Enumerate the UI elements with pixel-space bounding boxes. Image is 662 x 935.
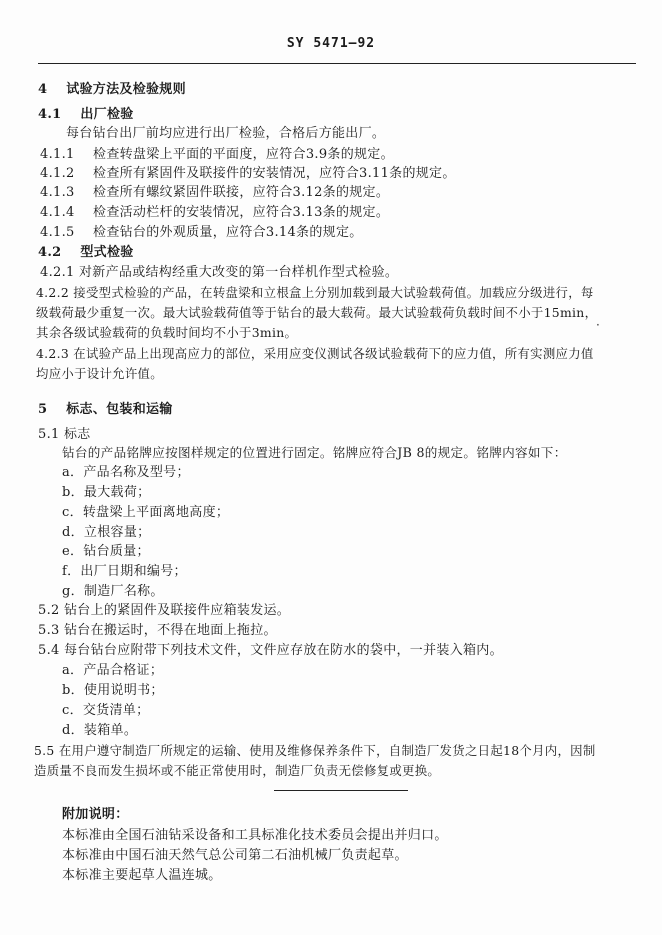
nameplate-item-d: d．立根容量； (62, 525, 151, 540)
appendix-title: 附加说明： (62, 807, 129, 822)
section-4-2-3-line-1: 4.2.3 在试验产品上出现高应力的部位，采用应变仪测试各级试验载荷下的应力值，所有实测应力值 (36, 346, 594, 361)
document-item-d: d．装箱单。 (62, 723, 138, 738)
section-5-heading (38, 402, 173, 418)
nameplate-item-b: b．最大载荷； (62, 485, 151, 500)
nameplate-item-g: g．制造厂名称。 (62, 584, 164, 599)
document-item-a: a．产品合格证； (62, 663, 164, 678)
section-4-heading (38, 82, 186, 98)
section-4-2-title: 型式检验 (80, 245, 134, 260)
appendix-line-3: 本标准主要起草人温连城。 (62, 868, 222, 883)
section-5-4: 5.4 每台钻台应附带下列技术文件，文件应存放在防水的袋中，一并装入箱内。 (38, 643, 503, 658)
page-header: SY 5471—92 (286, 36, 376, 51)
section-4-title: 试验方法及检验规则 (66, 82, 186, 97)
item-number: 4.1.2 (40, 166, 75, 181)
item-text: 检查所有螺纹紧固件联接，应符合3.12条的规定。 (93, 185, 390, 200)
document-item-b: b．使用说明书； (62, 683, 164, 698)
item-text: 检查钻台的外观质量，应符合3.14条的规定。 (93, 225, 363, 240)
list-item-4-1-3 (40, 185, 389, 201)
section-5-5-line-1: 5.5 在用户遵守制造厂所规定的运输、使用及维修保养条件下，自制造厂发货之日起18个月内，因制 (34, 743, 596, 758)
item-number: 4.1.1 (40, 147, 75, 162)
section-5-1: 5.1 标志 (38, 427, 91, 442)
section-4-number: 4 (38, 82, 48, 97)
section-4-2-3-line-2: 均应小于设计允许值。 (36, 366, 163, 381)
section-5-2: 5.2 钻台上的紧固件及联接件应箱装发运。 (38, 603, 291, 618)
nameplate-item-e: e．钻台质量； (62, 544, 150, 559)
list-item-4-1-5 (40, 225, 363, 241)
section-4-2-2-line-2: 级载荷最少重复一次。最大试验载荷值等于钻台的最大载荷。最大试验载荷负载时间不小于15min， (36, 305, 598, 320)
nameplate-item-f: f．出厂日期和编号； (62, 564, 187, 579)
header-rule (38, 63, 636, 64)
section-4-2-2-line-3: 其余各级试验载荷的负载时间均不小于3min。 (36, 325, 298, 340)
appendix-line-1: 本标准由全国石油钻采设备和工具标准化技术委员会提出并归口。 (62, 828, 448, 843)
section-4-2-1: 4.2.1 对新产品或结构经重大改变的第一台样机作型式检验。 (40, 265, 399, 280)
document-item-c: c．交货清单； (62, 703, 150, 718)
item-text: 检查转盘梁上平面的平面度，应符合3.9条的规定。 (93, 147, 394, 162)
item-number: 4.1.5 (40, 225, 75, 240)
nameplate-item-a: a．产品名称及型号； (62, 465, 190, 480)
item-number: 4.1.4 (40, 205, 75, 220)
section-4-1-title: 出厂检验 (80, 107, 134, 122)
appendix-line-2: 本标准由中国石油天然气总公司第二石油机械厂负责起草。 (62, 848, 408, 863)
margin-mark: · (596, 318, 600, 332)
list-item-4-1-1 (40, 147, 394, 163)
item-text: 检查所有紧固件及联接件的安装情况，应符合3.11条的规定。 (93, 166, 456, 181)
end-rule (274, 790, 408, 791)
section-5-5-line-2: 造质量不良而发生损坏或不能正常使用时，制造厂负责无偿修复或更换。 (34, 763, 441, 778)
list-item-4-1-2 (40, 166, 456, 182)
item-number: 4.1.3 (40, 185, 75, 200)
item-text: 检查活动栏杆的安装情况，应符合3.13条的规定。 (93, 205, 390, 220)
section-4-2-2-line-1: 4.2.2 接受型式检验的产品，在转盘梁和立根盒上分别加载到最大试验载荷值。加载应分级进行，每 (36, 285, 594, 300)
section-4-2-heading (38, 245, 134, 261)
section-5-1-text: 钻台的产品铭牌应按图样规定的位置进行固定。铭牌应符合JB 8的规定。铭牌内容如下： (62, 445, 567, 460)
section-4-2-number: 4.2 (38, 245, 62, 260)
nameplate-item-c: c．转盘梁上平面离地高度； (62, 505, 230, 520)
section-5-number: 5 (38, 402, 48, 417)
section-5-title: 标志、包装和运输 (66, 402, 173, 417)
section-4-1-heading (38, 107, 134, 123)
list-item-4-1-4 (40, 205, 389, 221)
section-4-1-number: 4.1 (38, 107, 62, 122)
section-5-3: 5.3 钻台在搬运时，不得在地面上拖拉。 (38, 623, 277, 638)
section-4-1-text: 每台钻台出厂前均应进行出厂检验，合格后方能出厂。 (66, 126, 386, 141)
